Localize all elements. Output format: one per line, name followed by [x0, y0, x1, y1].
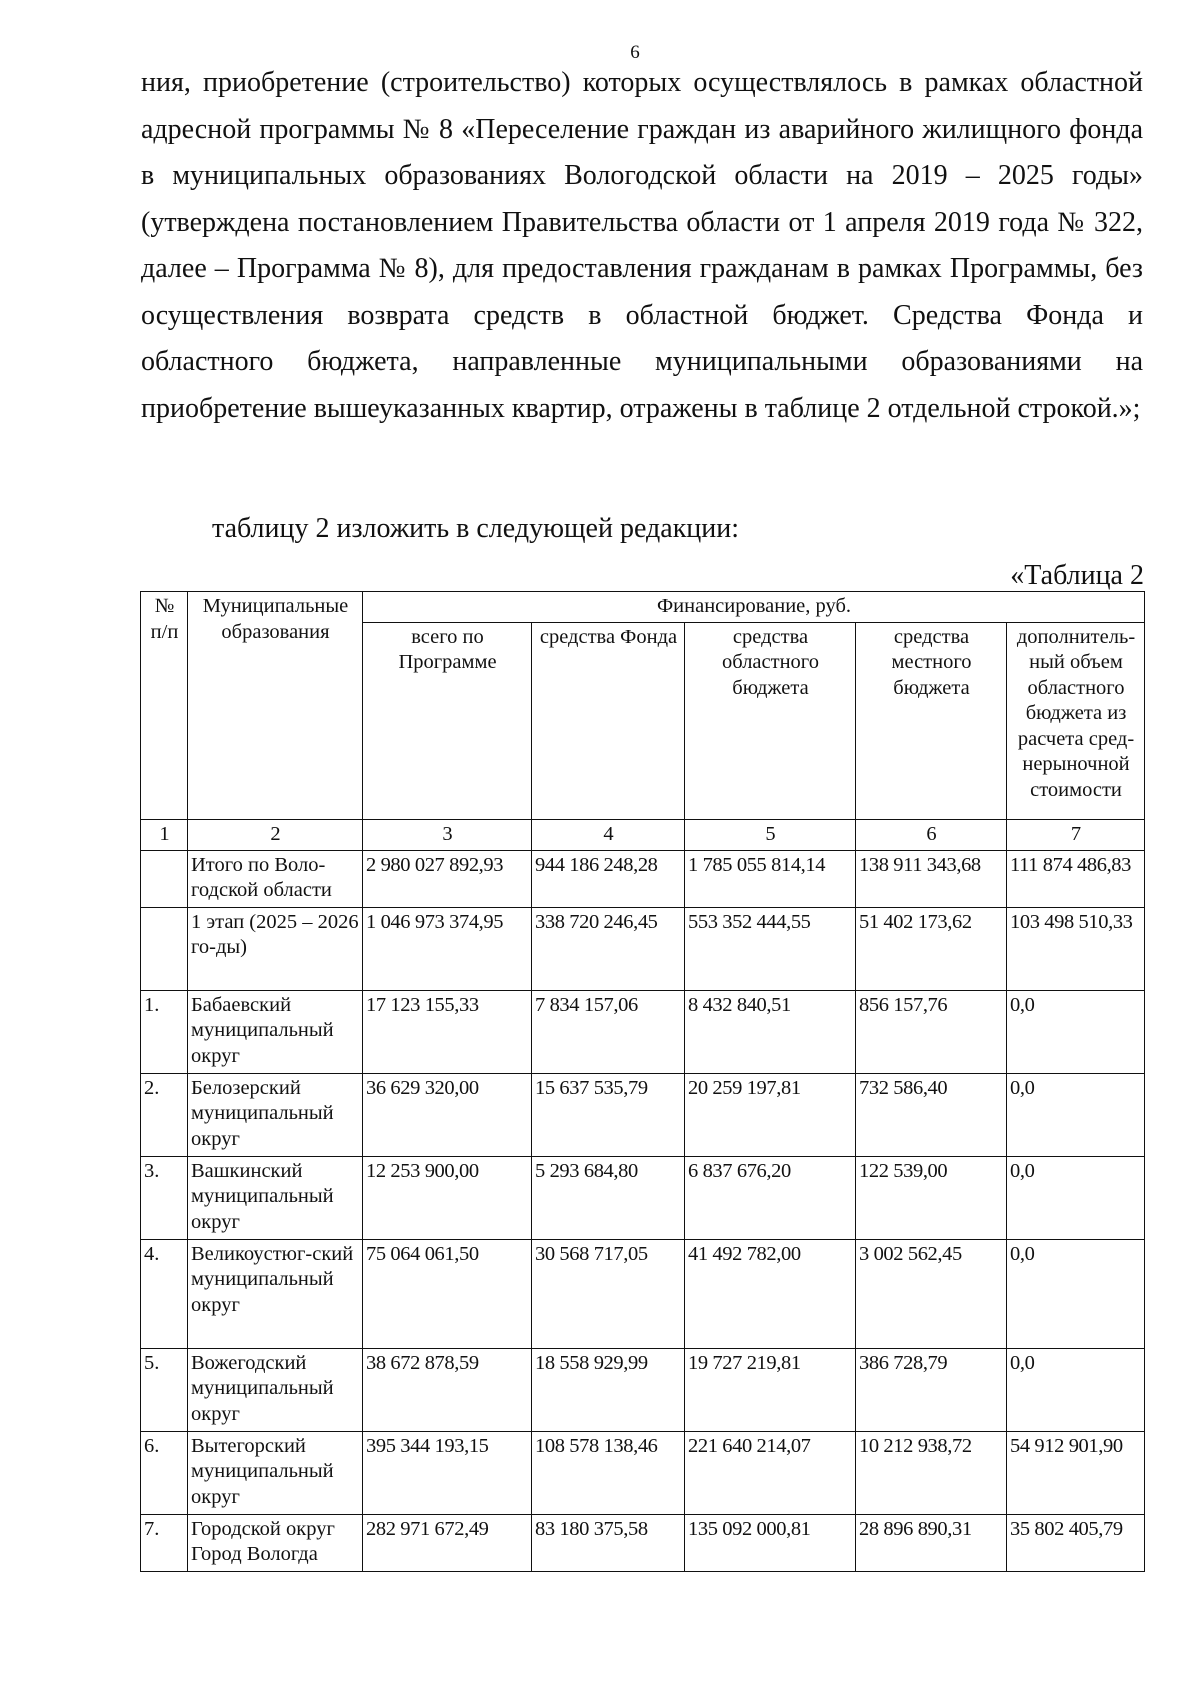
row-local: 28 896 890,31 — [856, 1514, 1007, 1571]
row-name: Бабаевский муниципальный округ — [188, 990, 363, 1073]
row-num: 7. — [141, 1514, 188, 1571]
row-regional: 553 352 444,55 — [685, 907, 856, 990]
header-num: № п/п — [141, 592, 188, 820]
column-number: 2 — [188, 819, 363, 850]
row-regional: 19 727 219,81 — [685, 1348, 856, 1431]
instruction-line: таблицу 2 изложить в следующей редакции: — [212, 513, 740, 544]
row-total: 282 971 672,49 — [363, 1514, 532, 1571]
header-regional: средства областного бюджета — [685, 622, 856, 819]
header-row-1 — [141, 592, 1145, 623]
row-additional: 35 802 405,79 — [1007, 1514, 1145, 1571]
row-local: 386 728,79 — [856, 1348, 1007, 1431]
row-regional: 6 837 676,20 — [685, 1156, 856, 1239]
row-fund: 15 637 535,79 — [532, 1073, 685, 1156]
table-row — [141, 1514, 1145, 1571]
row-regional: 135 092 000,81 — [685, 1514, 856, 1571]
column-number-row — [141, 819, 1145, 850]
row-name: Великоустюг-ский муниципальный округ — [188, 1239, 363, 1348]
header-local: средства местного бюджета — [856, 622, 1007, 819]
table-row — [141, 1348, 1145, 1431]
row-name: Итого по Воло-годской области — [188, 850, 363, 907]
row-fund: 944 186 248,28 — [532, 850, 685, 907]
row-name: Вашкинский муниципальный округ — [188, 1156, 363, 1239]
row-local: 3 002 562,45 — [856, 1239, 1007, 1348]
row-fund: 83 180 375,58 — [532, 1514, 685, 1571]
row-additional: 0,0 — [1007, 1348, 1145, 1431]
table-row — [141, 850, 1145, 907]
page-number: 6 — [630, 42, 640, 63]
row-additional: 0,0 — [1007, 990, 1145, 1073]
row-regional: 41 492 782,00 — [685, 1239, 856, 1348]
row-num: 4. — [141, 1239, 188, 1348]
row-additional: 111 874 486,83 — [1007, 850, 1145, 907]
row-fund: 30 568 717,05 — [532, 1239, 685, 1348]
row-total: 38 672 878,59 — [363, 1348, 532, 1431]
header-fund: средства Фонда — [532, 622, 685, 819]
header-financing: Финансирование, руб. — [363, 592, 1145, 623]
row-local: 122 539,00 — [856, 1156, 1007, 1239]
row-regional: 221 640 214,07 — [685, 1431, 856, 1514]
table-row — [141, 907, 1145, 990]
row-name: Городской округ Город Вологда — [188, 1514, 363, 1571]
row-name: Вожегодский муниципальный округ — [188, 1348, 363, 1431]
row-local: 732 586,40 — [856, 1073, 1007, 1156]
financing-table — [140, 591, 1145, 1572]
row-fund: 5 293 684,80 — [532, 1156, 685, 1239]
row-name: Вытегорский муниципальный округ — [188, 1431, 363, 1514]
row-total: 75 064 061,50 — [363, 1239, 532, 1348]
row-additional: 0,0 — [1007, 1239, 1145, 1348]
row-total: 2 980 027 892,93 — [363, 850, 532, 907]
table-caption: «Таблица 2 — [1010, 560, 1144, 591]
row-total: 12 253 900,00 — [363, 1156, 532, 1239]
row-additional: 54 912 901,90 — [1007, 1431, 1145, 1514]
row-num — [141, 907, 188, 990]
row-num — [141, 850, 188, 907]
row-fund: 18 558 929,99 — [532, 1348, 685, 1431]
row-local: 138 911 343,68 — [856, 850, 1007, 907]
column-number: 6 — [856, 819, 1007, 850]
row-num: 6. — [141, 1431, 188, 1514]
row-regional: 1 785 055 814,14 — [685, 850, 856, 907]
table-row — [141, 990, 1145, 1073]
row-num: 2. — [141, 1073, 188, 1156]
header-additional: дополнитель-ный объем областного бюджета из расчета сред-нерыночной стоимости — [1007, 622, 1145, 819]
row-name: Белозерский муниципальный округ — [188, 1073, 363, 1156]
table-row — [141, 1431, 1145, 1514]
table-row — [141, 1073, 1145, 1156]
row-fund: 108 578 138,46 — [532, 1431, 685, 1514]
row-total: 1 046 973 374,95 — [363, 907, 532, 990]
row-total: 395 344 193,15 — [363, 1431, 532, 1514]
row-num: 5. — [141, 1348, 188, 1431]
row-name: 1 этап (2025 – 2026 го-ды) — [188, 907, 363, 990]
header-total: всего по Программе — [363, 622, 532, 819]
table-row — [141, 1239, 1145, 1348]
row-total: 17 123 155,33 — [363, 990, 532, 1073]
row-additional: 0,0 — [1007, 1073, 1145, 1156]
column-number: 7 — [1007, 819, 1145, 850]
row-num: 3. — [141, 1156, 188, 1239]
row-local: 856 157,76 — [856, 990, 1007, 1073]
row-total: 36 629 320,00 — [363, 1073, 532, 1156]
column-number: 3 — [363, 819, 532, 850]
row-local: 10 212 938,72 — [856, 1431, 1007, 1514]
row-additional: 103 498 510,33 — [1007, 907, 1145, 990]
row-additional: 0,0 — [1007, 1156, 1145, 1239]
column-number: 1 — [141, 819, 188, 850]
row-regional: 20 259 197,81 — [685, 1073, 856, 1156]
row-fund: 338 720 246,45 — [532, 907, 685, 990]
header-municipality: Муниципальные образования — [188, 592, 363, 820]
table-row — [141, 1156, 1145, 1239]
row-num: 1. — [141, 990, 188, 1073]
body-paragraph: ния, приобретение (строительство) которых осуществлялось в рамках областной адресной программы № 8 «Переселение граждан из аварийного жилищного фонда в муниципальных образованиях Вологодской области на 2019 – 2025 годы» (утверждена постановлением Правительства области от 1 апреля 2019 года № 322, далее – Программа № 8), для предоставления гражданам в рамках Программы, без осуществления возврата средств в областной бюджет. Средства Фонда и областного бюджета, направленные муниципальными образованиями на приобретение вышеуказанных квартир, отражены в таблице 2 отдельной строкой.»; — [141, 67, 1143, 424]
row-fund: 7 834 157,06 — [532, 990, 685, 1073]
column-number: 5 — [685, 819, 856, 850]
row-regional: 8 432 840,51 — [685, 990, 856, 1073]
column-number: 4 — [532, 819, 685, 850]
row-local: 51 402 173,62 — [856, 907, 1007, 990]
